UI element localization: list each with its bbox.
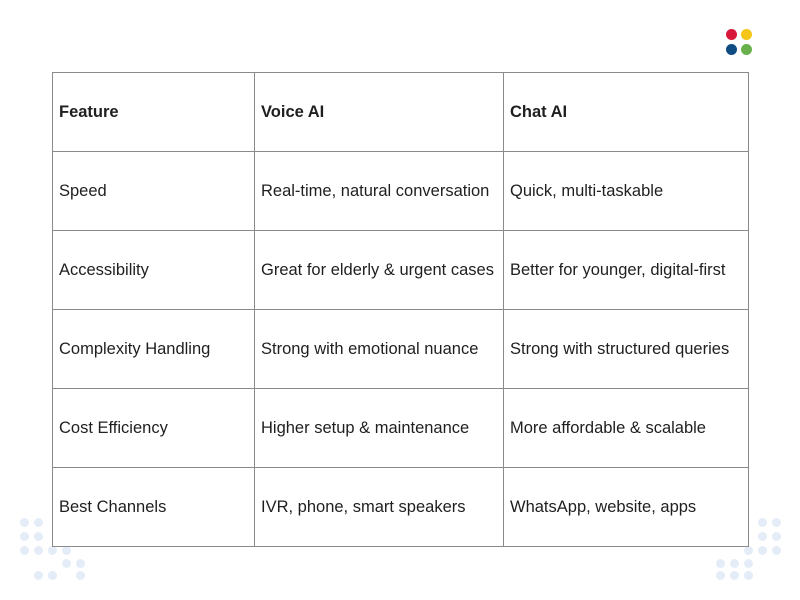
cell-voice-ai: Higher setup & maintenance	[255, 389, 504, 468]
comparison-table	[52, 72, 749, 547]
cell-voice-ai: Strong with emotional nuance	[255, 310, 504, 389]
header-voice-ai: Voice AI	[255, 73, 504, 152]
table-row	[53, 468, 749, 547]
cell-voice-ai: Real-time, natural conversation	[255, 152, 504, 231]
logo-dot-blue	[726, 44, 737, 55]
cell-feature: Accessibility	[53, 231, 255, 310]
header-feature: Feature	[53, 73, 255, 152]
cell-chat-ai: Quick, multi-taskable	[504, 152, 749, 231]
cell-chat-ai: Strong with structured queries	[504, 310, 749, 389]
header-chat-ai: Chat AI	[504, 73, 749, 152]
cell-chat-ai: More affordable & scalable	[504, 389, 749, 468]
cell-chat-ai: Better for younger, digital-first	[504, 231, 749, 310]
brand-logo	[726, 29, 754, 57]
logo-dot-green	[741, 44, 752, 55]
cell-chat-ai: WhatsApp, website, apps	[504, 468, 749, 547]
cell-feature: Cost Efficiency	[53, 389, 255, 468]
table-row	[53, 231, 749, 310]
cell-feature: Speed	[53, 152, 255, 231]
table-row	[53, 389, 749, 468]
cell-voice-ai: IVR, phone, smart speakers	[255, 468, 504, 547]
table-row	[53, 310, 749, 389]
logo-dot-red	[726, 29, 737, 40]
table-header-row	[53, 73, 749, 152]
cell-voice-ai: Great for elderly & urgent cases	[255, 231, 504, 310]
cell-feature: Best Channels	[53, 468, 255, 547]
cell-feature: Complexity Handling	[53, 310, 255, 389]
logo-dot-yellow	[741, 29, 752, 40]
table-row	[53, 152, 749, 231]
